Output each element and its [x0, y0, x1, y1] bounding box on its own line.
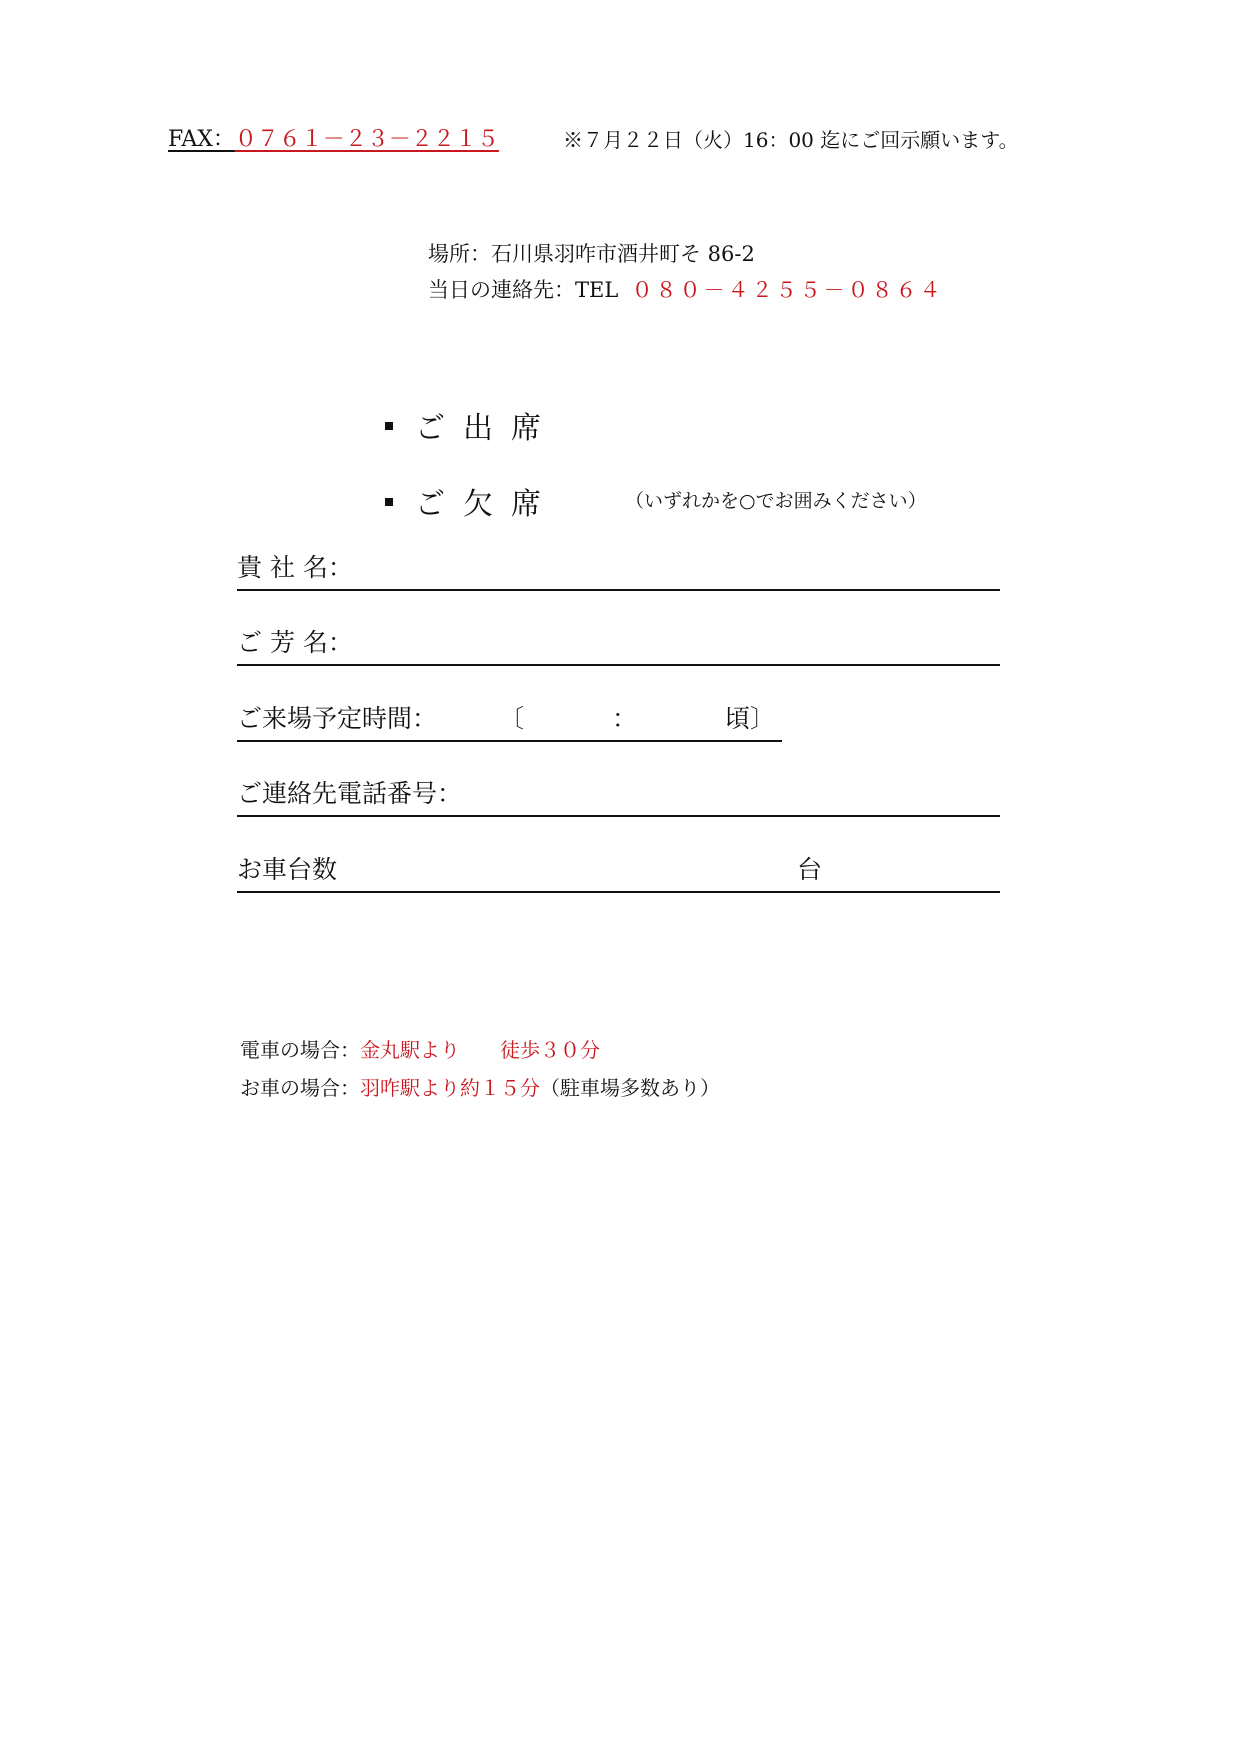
- venue-place-label: 場所：: [428, 242, 491, 266]
- choice-attend[interactable]: [385, 403, 559, 447]
- bullet-icon: [385, 422, 393, 430]
- venue-place: [428, 236, 944, 272]
- venue-place-value: 石川県羽咋市酒井町そ 86-2: [491, 242, 755, 266]
- choice-attend-label: ご出席: [415, 411, 559, 446]
- car-count-label: お車台数: [237, 855, 338, 884]
- car-count-unit: 台: [797, 855, 823, 884]
- venue-contact: [428, 272, 944, 308]
- attendee-name-field[interactable]: [237, 626, 1000, 666]
- access-info: [240, 1031, 720, 1107]
- contact-phone-label: ご連絡先電話番号：: [237, 779, 463, 808]
- fax-line: [168, 122, 499, 153]
- venue-contact-number: ０８０－４２５５－０８６４: [631, 278, 944, 302]
- access-car-note: （駐車場多数あり）: [540, 1076, 720, 1100]
- venue-info: [428, 236, 944, 308]
- attendee-name-label: ご 芳 名：: [237, 628, 353, 657]
- access-train-label: 電車の場合：: [240, 1038, 360, 1062]
- time-approx: 頃〕: [725, 704, 776, 733]
- choice-absent-label: ご欠席: [415, 487, 559, 522]
- bullet-icon: [385, 498, 393, 506]
- company-name-field[interactable]: [237, 551, 1000, 591]
- time-colon: ：: [612, 704, 638, 733]
- access-car-label: お車の場合：: [240, 1076, 360, 1100]
- choice-instruction: （いずれかを○でお囲みください）: [625, 490, 927, 512]
- access-car-value: 羽咋駅より約１５分: [360, 1076, 540, 1100]
- access-train-value: 金丸駅より 徒歩３０分: [360, 1038, 600, 1062]
- car-count-field[interactable]: [237, 853, 1000, 893]
- reply-deadline: ※７月２２日（火）16：00 迄にご回示願います。: [563, 128, 1019, 152]
- fax-label: FAX：: [168, 127, 235, 152]
- contact-phone-field[interactable]: [237, 777, 1000, 817]
- arrival-time-field[interactable]: [237, 702, 782, 742]
- fax-number: ０７６１－２３－２２１５: [234, 127, 499, 152]
- venue-contact-label: 当日の連絡先：TEL: [428, 278, 619, 302]
- access-train: [240, 1031, 720, 1069]
- access-car: [240, 1069, 720, 1107]
- arrival-time-label: ご来場予定時間：: [237, 704, 438, 733]
- choice-absent[interactable]: [385, 479, 559, 523]
- company-name-label: 貴 社 名：: [237, 553, 353, 582]
- time-bracket-open: 〔: [499, 704, 525, 733]
